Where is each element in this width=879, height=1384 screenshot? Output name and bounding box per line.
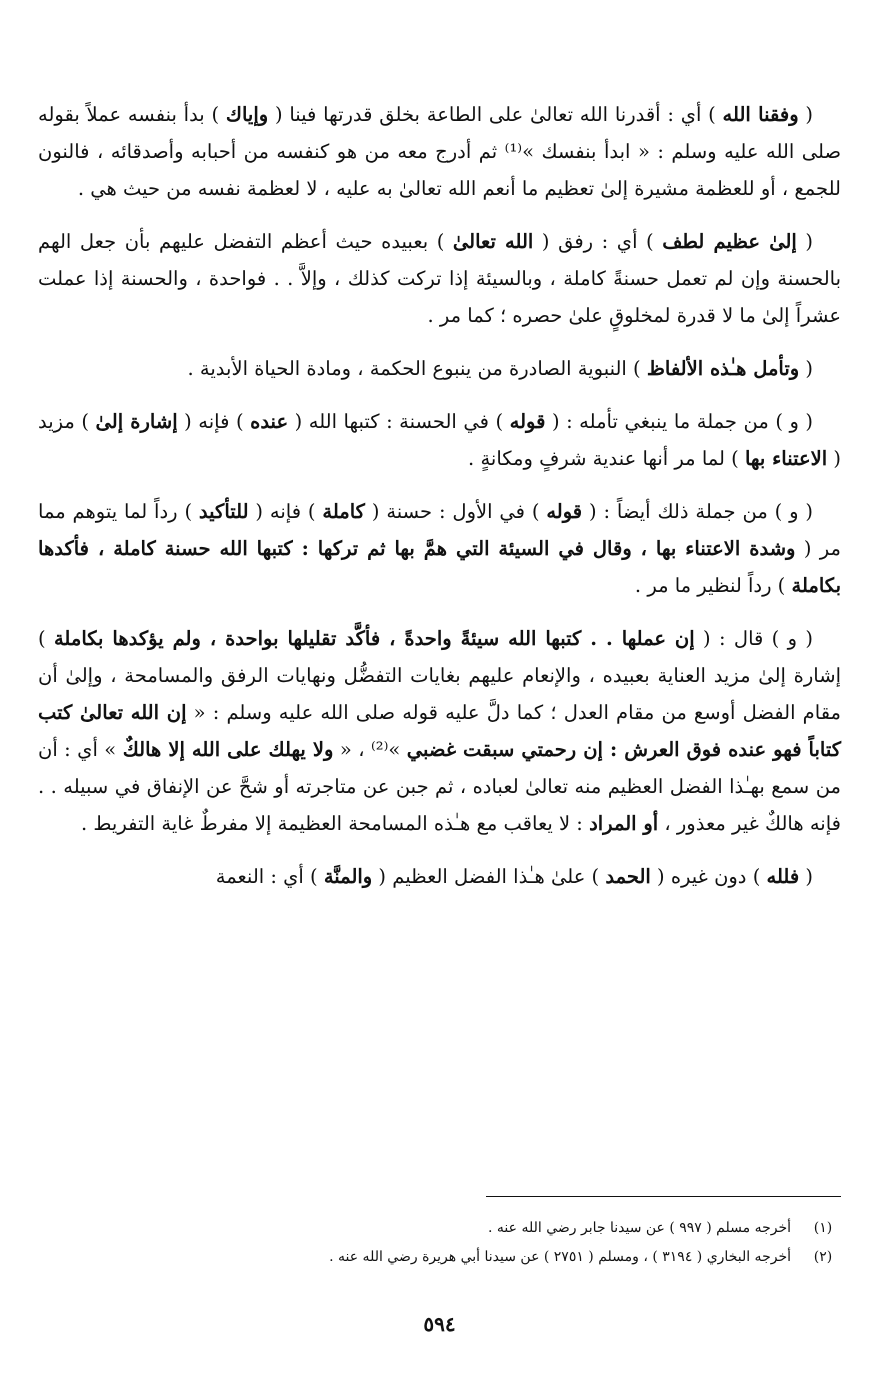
footnote-divider	[486, 1196, 841, 1197]
bold-text-run: وتأمل هـٰذه الألفاظ	[646, 357, 800, 380]
text-run: (	[798, 103, 813, 126]
bold-text-run: فلله	[766, 865, 800, 888]
text-run: ) في الحسنة : كتبها الله (	[288, 410, 510, 433]
bold-text-run: إن عملها . . كتبها الله سيئةً واحدةً ، فأكَّد تقليلها بواحدة ، ولم يؤكدها بكاملة	[53, 627, 695, 650]
text-run: ) مزيد (	[38, 410, 841, 470]
footnote	[38, 1243, 841, 1272]
bold-text-run: والمنَّة	[323, 865, 373, 888]
bold-text-run: إشارة إلىٰ	[95, 410, 178, 433]
paragraph	[38, 96, 841, 207]
bold-text-run: الله تعالىٰ	[452, 230, 534, 253]
text-run: ( و ) قال : (	[694, 627, 814, 650]
text-run: ) إشارة إلىٰ مزيد العناية بعبيده ، والإنعام عليهم بغايات التفضُّل ونهايات الرفق والمسامحة ، وإلىٰ أن مقام الفضل أوسع من مقام العدل ؛ كما دلَّ عليه قوله صلى الله عليه وسلم : «	[38, 627, 841, 724]
bold-text-run: الحمد	[605, 865, 651, 888]
text-run: ) النبوية الصادرة من ينبوع الحكمة ، ومادة الحياة الأبدية .	[187, 357, 647, 380]
bold-text-run: وشدة الاعتناء بها ، وقال في السيئة التي همَّ بها ثم تركها : كتبها الله حسنة كاملة ، فأكدها بكاملة	[38, 537, 841, 597]
bold-text-run: قوله	[546, 500, 583, 523]
text-run: (	[799, 865, 813, 888]
paragraph	[38, 620, 841, 842]
bold-text-run: إن الله تعالىٰ كتب كتاباً فهو عنده فوق العرش : إن رحمتي سبقت غضبي	[38, 701, 842, 761]
text-run: ) رداً لما يتوهم مما مر (	[38, 500, 841, 560]
text-run: ) فإنه (	[177, 410, 251, 433]
bold-text-run: وفقنا الله	[722, 103, 799, 126]
text-run: ( و ) من جملة ما ينبغي تأمله : (	[545, 410, 814, 433]
bold-text-run: للتأكيد	[198, 500, 249, 523]
text-run: ) رداً لنظير ما مر .	[634, 574, 792, 597]
bold-text-run: كاملة	[322, 500, 365, 523]
bold-text-run: أو المراد	[589, 812, 659, 835]
bold-text-run: وإياك	[225, 103, 269, 126]
paragraph	[38, 493, 841, 604]
text-run: ) دون غيره (	[650, 865, 767, 888]
text-run: ) أي : رفق (	[533, 230, 663, 253]
paragraph	[38, 858, 841, 895]
text-run: ( و ) من جملة ذلك أيضاً : (	[582, 500, 813, 523]
bold-text-run: عنده	[250, 410, 289, 433]
text-run: » أي : أن من سمع بهـٰذا الفضل العظيم منه تعالىٰ لعباده ، ثم جبن عن متاجرته أو شحَّ عن الإنفاق في سبيله . . فإنه هالكٌ غير معذور ،	[38, 738, 841, 835]
text-run: ) علىٰ هـٰذا الفضل العظيم (	[372, 865, 606, 888]
text-run: »⁽²⁾ ، «	[333, 738, 407, 761]
text-run: ) في الأول : حسنة (	[364, 500, 547, 523]
text-run: ) فإنه (	[248, 500, 323, 523]
main-text	[38, 96, 841, 911]
paragraph	[38, 403, 841, 477]
footnote-text: أخرجه البخاري ( ٣١٩٤ ) ، ومسلم ( ٢٧٥١ ) عن سيدنا أبي هريرة رضي الله عنه .	[329, 1249, 791, 1265]
bold-text-run: قوله	[509, 410, 546, 433]
text-run: ) أي : النعمة	[215, 865, 324, 888]
text-run: (	[799, 357, 813, 380]
paragraph	[38, 223, 841, 334]
text-run: ) أي : أقدرنا الله تعالىٰ على الطاعة بخلق قدرتها فينا (	[268, 103, 723, 126]
text-run: : لا يعاقب مع هـٰذه المسامحة العظيمة إلا مفرطٌ غاية التفريط .	[80, 812, 590, 835]
bold-text-run: ولا يهلك على الله إلا هالكٌ	[122, 738, 334, 761]
bold-text-run: إلىٰ عظيم لطف	[662, 230, 797, 253]
footnote	[38, 1214, 841, 1243]
text-run: ) بعبيده حيث أعظم التفضل عليهم بأن جعل الهم بالحسنة وإن لم تعمل حسنةً كاملة ، وبالسيئة إذا تركت كذلك ، وإلاَّ . . فواحدة ، والحسنة إذا عملت عشراً إلىٰ ما لا قدرة لمخلوقٍ علىٰ حصره ؛ كما مر .	[38, 230, 841, 327]
text-run: ) لما مر أنها عندية شرفٍ ومكانةٍ .	[468, 447, 745, 470]
footnote-number: (١)	[813, 1220, 833, 1236]
footnotes	[38, 1214, 841, 1272]
page-number: ٥٩٤	[423, 1312, 456, 1336]
text-run: (	[796, 230, 813, 253]
bold-text-run: الاعتناء بها	[744, 447, 828, 470]
footnote-text: أخرجه مسلم ( ٩٩٧ ) عن سيدنا جابر رضي الله عنه .	[488, 1220, 791, 1236]
text-run: ) بدأ بنفسه عملاً بقوله صلى الله عليه وسلم : « ابدأ بنفسك »⁽¹⁾ ثم أدرج معه من هو كنفسه من أحبابه وأصدقائه ، فالنون للجمع ، أو للعظمة مشيرة إلىٰ تعظيم ما أنعم الله تعالىٰ به عليه ، لا لعظمة نفسه من حيث هي .	[38, 103, 842, 200]
footnote-number: (٢)	[813, 1249, 833, 1265]
paragraph	[38, 350, 841, 387]
